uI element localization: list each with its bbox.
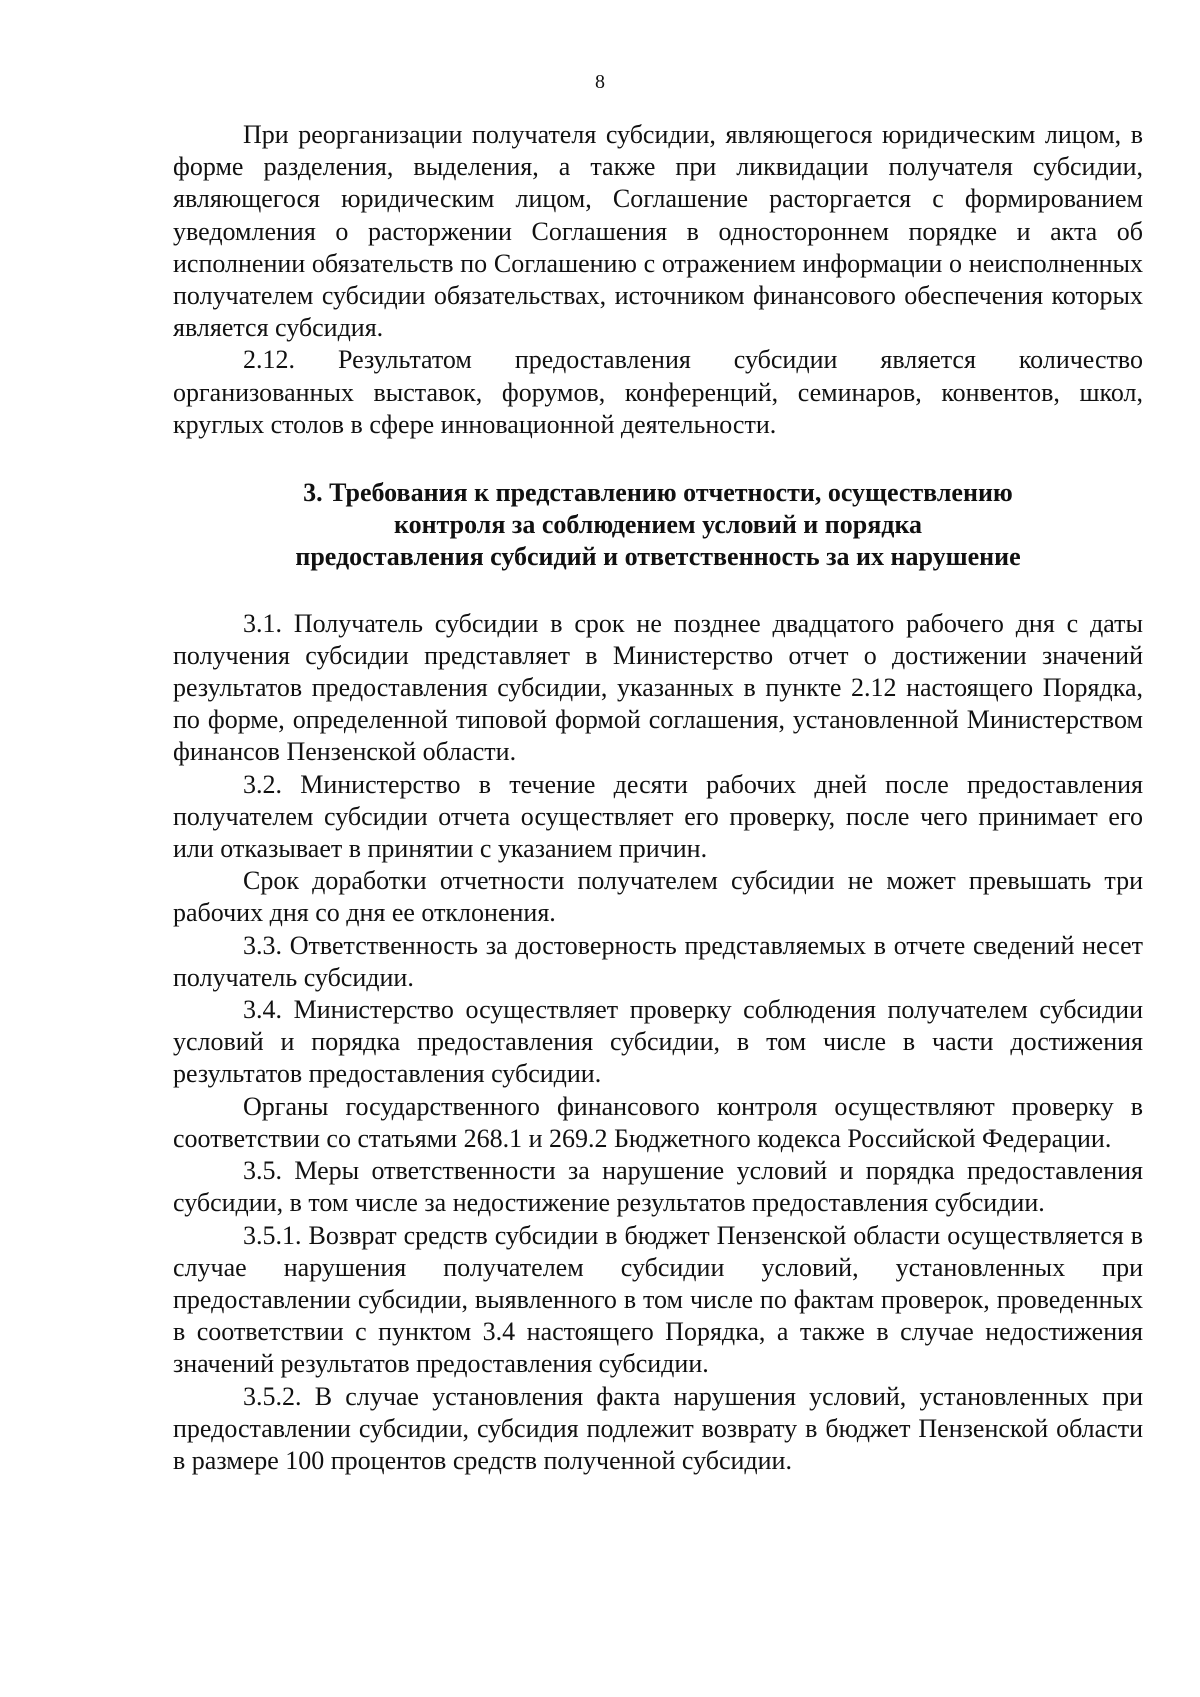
paragraph-3-5-2: 3.5.2. В случае установления факта нарушения условий, установленных при предоставлении субсидии, субсидия подлежит возврату в бюджет Пензенской области в размере 100 процентов средств полученной субсидии.: [173, 1381, 1143, 1475]
paragraph-reorganization: При реорганизации получателя субсидии, являющегося юридическим лицом, в форме разделения, выделения, а также при ликвидации получателя субсидии, являющегося юридическим лицом, Соглашение расторгается с формированием уведомления о расторжении Соглашения в одностороннем порядке и акта об исполнении обязательств по Соглашению с отражением информации о неисполненных получателем субсидии обязательствах, источником финансового обеспечения которых является субсидия.: [173, 120, 1143, 343]
section-heading-line: 3. Требования к представлению отчетности, осуществлению: [303, 478, 1013, 508]
paragraph-3-4: 3.4. Министерство осуществляет проверку соблюдения получателем субсидии условий и порядка предоставления субсидии, в том числе в части достижения результатов предоставления субсидии.: [173, 995, 1143, 1089]
paragraph-3-5-1: 3.5.1. Возврат средств субсидии в бюджет Пензенской области осуществляется в случае нарушения получателем субсидии условий, установленных при предоставлении субсидии, выявленного в том числе по фактам проверок, проведенных в соответствии с пунктом 3.4 настоящего Порядка, а также в случае недостижения значений результатов предоставления субсидии.: [173, 1220, 1143, 1379]
paragraph-3-5: 3.5. Меры ответственности за нарушение условий и порядка предоставления субсидии, в том числе за недостижение результатов предоставления субсидии.: [173, 1156, 1143, 1218]
page-number: 8: [595, 71, 605, 93]
paragraph-3-1: 3.1. Получатель субсидии в срок не позднее двадцатого рабочего дня с даты получения субсидии представляет в Министерство отчет о достижении значений результатов предоставления субсидии, указанных в пункте 2.12 настоящего Порядка, по форме, определенной типовой формой соглашения, установленной Министерством финансов Пензенской области.: [173, 608, 1143, 767]
document-body: [173, 119, 1143, 1477]
section-heading-line: предоставления субсидий и ответственность за их нарушение: [295, 542, 1021, 572]
section-heading-line: контроля за соблюдением условий и порядка: [393, 510, 923, 540]
section-3-heading: [173, 477, 1143, 574]
paragraph-3-2: 3.2. Министерство в течение десяти рабочих дней после предоставления получателем субсидии отчета осуществляет его проверку, после чего принимает его или отказывает в принятии с указанием причин.: [173, 769, 1143, 864]
paragraph-3-3: 3.3. Ответственность за достоверность представляемых в отчете сведений несет получатель субсидии.: [173, 930, 1143, 992]
paragraph-2-12: 2.12. Результатом предоставления субсидии является количество организованных выставок, форумов, конференций, семинаров, конвентов, школ, круглых столов в сфере инновационной деятельности.: [173, 345, 1143, 439]
paragraph-financial-control: Органы государственного финансового контроля осуществляют проверку в соответствии со статьями 268.1 и 269.2 Бюджетного кодекса Российской Федерации.: [173, 1091, 1143, 1153]
paragraph-rework-deadline: Срок доработки отчетности получателем субсидии не может превышать три рабочих дня со дня ее отклонения.: [173, 866, 1143, 928]
